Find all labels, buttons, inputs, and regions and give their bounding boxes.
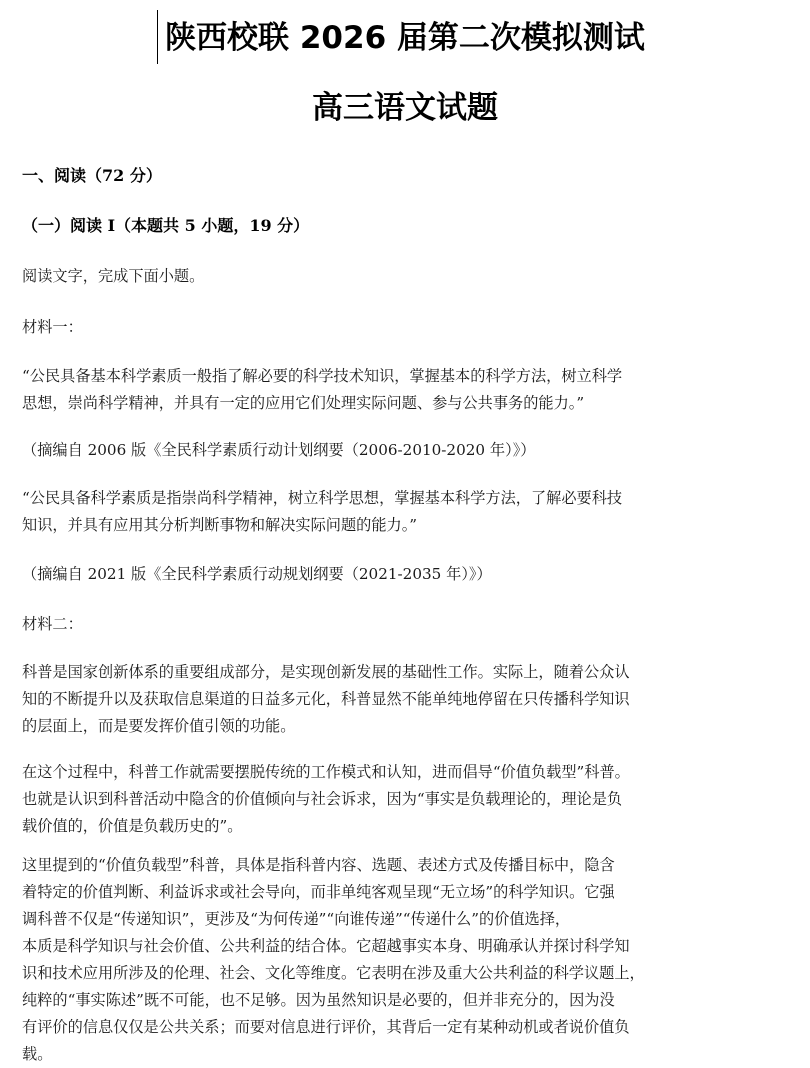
material-2-paragraph-1: [22, 659, 787, 740]
paragraph-line: 的层面上，而是要发挥价值引领的功能。: [22, 717, 296, 735]
paragraph-line: 调科普不仅是“传递知识”，更涉及“为何传递”“向谁传递”“传递什么”的价值选择，: [22, 910, 571, 928]
exam-subject-title: 高三语文试题: [312, 90, 498, 126]
paragraph-line: 有评价的信息仅仅是公共关系；而要对信息进行评价，其背后一定有某种动机或者说价值负: [22, 1018, 630, 1036]
material-2-paragraph-3: [22, 852, 787, 1068]
paragraph-line: 知识，并具有应用其分析判断事物和解决实际问题的能力。”: [22, 516, 418, 534]
paragraph-line: 知的不断提升以及获取信息渠道的日益多元化，科普显然不能单纯地停留在只传播科学知识: [22, 690, 630, 708]
section-heading: 一、阅读（72 分）: [22, 166, 162, 185]
material-1-quote-2: [22, 485, 787, 539]
material-1-source-1: （摘编自 2006 版《全民科学素质行动计划纲要（2006-2010-2020 年）》）: [22, 441, 536, 459]
subsection-heading: （一）阅读 I（本题共 5 小题，19 分）: [22, 216, 310, 235]
paragraph-line: 思想，崇尚科学精神，并具有一定的应用它们处理实际问题、参与公共事务的能力。”: [22, 394, 585, 412]
material-2-label: 材料二：: [22, 615, 83, 633]
material-2-paragraph-2: [22, 759, 787, 840]
paragraph-line: 纯粹的“事实陈述”既不可能，也不足够。因为虽然知识是必要的，但并非充分的，因为没: [22, 991, 615, 1009]
paragraph-line: “公民具备基本科学素质一般指了解必要的科学技术知识，掌握基本的科学方法，树立科学: [22, 367, 623, 385]
instruction-text: 阅读文字，完成下面小题。: [22, 267, 205, 285]
paragraph-line: 着特定的价值判断、利益诉求或社会导向，而非单纯客观呈现“无立场”的科学知识。它强: [22, 883, 615, 901]
paragraph-line: “公民具备科学素质是指崇尚科学精神，树立科学思想，掌握基本科学方法，了解必要科技: [22, 489, 623, 507]
material-1-label: 材料一：: [22, 318, 83, 336]
material-1-source-2: （摘编自 2021 版《全民科学素质行动规划纲要（2021-2035 年）》）: [22, 565, 492, 583]
paragraph-line: 本质是科学知识与社会价值、公共利益的结合体。它超越事实本身、明确承认并探讨科学知: [22, 937, 630, 955]
paragraph-line: 也就是认识到科普活动中隐含的价值倾向与社会诉求，因为“事实是负载理论的，理论是负: [22, 790, 623, 808]
exam-title: 陕西校联 2026 届第二次模拟测试: [165, 20, 645, 56]
paragraph-line: 载。: [22, 1045, 53, 1063]
paragraph-line: 这里提到的“价值负载型”科普，具体是指科普内容、选题、表述方式及传播目标中，隐含: [22, 856, 615, 874]
paragraph-line: 识和技术应用所涉及的伦理、社会、文化等维度。它表明在涉及重大公共利益的科学议题上，: [22, 964, 645, 982]
paragraph-line: 载价值的，价值是负载历史的”。: [22, 817, 243, 835]
paragraph-line: 在这个过程中，科普工作就需要摆脱传统的工作模式和认知，进而倡导“价值负载型”科普。: [22, 763, 630, 781]
material-1-quote-1: [22, 363, 787, 417]
paragraph-line: 科普是国家创新体系的重要组成部分，是实现创新发展的基础性工作。实际上，随着公众认: [22, 663, 630, 681]
